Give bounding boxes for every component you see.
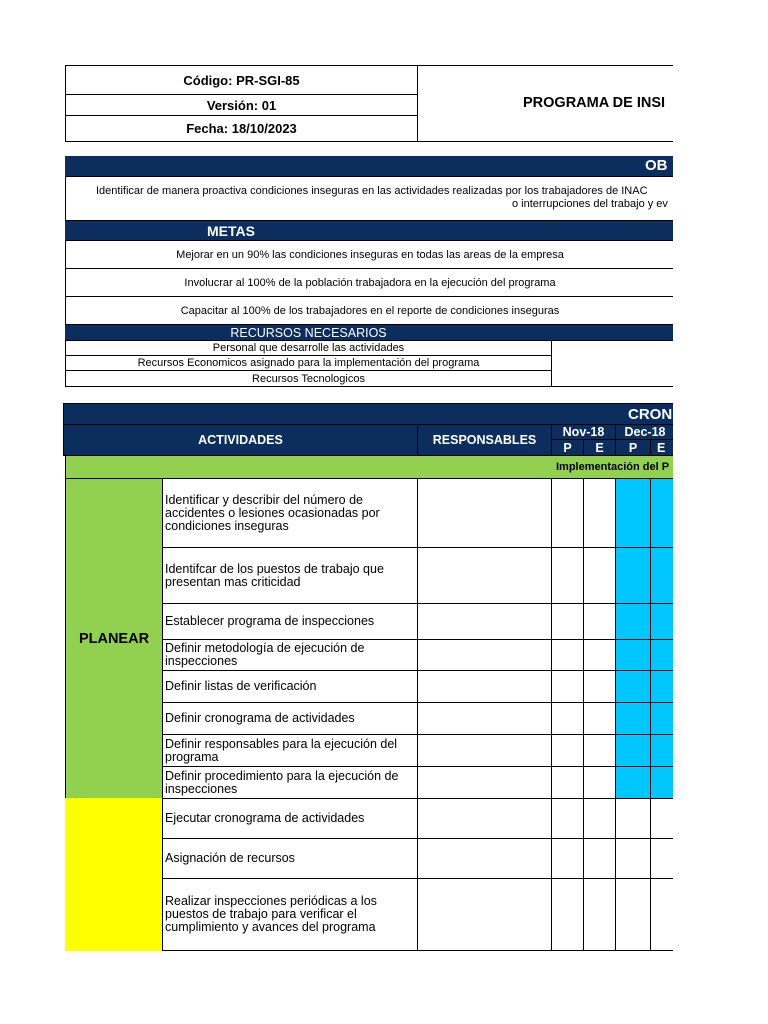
nov-p-cell[interactable]	[551, 702, 584, 735]
activity-text: Definir listas de verificación	[165, 679, 317, 693]
dec-e-cell[interactable]	[650, 603, 673, 640]
nov-e-label: E	[595, 440, 604, 455]
program-title-cell	[417, 65, 673, 142]
recursos-side-cell	[551, 340, 673, 387]
activity-text: Identifcar de los puestos de trabajo que presentan mas criticidad	[165, 561, 384, 589]
nov-e-cell[interactable]	[583, 603, 616, 640]
dec-p-cell[interactable]	[615, 734, 651, 767]
meta-row-3	[65, 296, 673, 325]
responsable-cell[interactable]	[417, 734, 552, 767]
activity-cell	[162, 603, 418, 640]
objetivo-line-1: Identificar de manera proactiva condiciones inseguras en las actividades realizadas por los trabajadores de INAC	[96, 185, 648, 197]
phase-planear-label: PLANEAR	[78, 630, 150, 647]
dec-e-cell[interactable]	[650, 734, 673, 767]
nov-e-cell[interactable]	[583, 766, 616, 799]
dec-e-cell[interactable]	[650, 838, 673, 879]
activity-cell	[162, 670, 418, 703]
dec-p-cell[interactable]	[615, 603, 651, 640]
nov-e-cell[interactable]	[583, 702, 616, 735]
nov-e-cell[interactable]	[583, 878, 616, 951]
nov-e-cell[interactable]	[583, 547, 616, 604]
nov-p-cell[interactable]	[551, 734, 584, 767]
activity-cell	[162, 702, 418, 735]
recurso-text-3: Recursos Tecnologicos	[252, 372, 365, 385]
nov-p-cell[interactable]	[551, 766, 584, 799]
nov-e-cell[interactable]	[583, 670, 616, 703]
col-responsables	[417, 424, 552, 456]
objetivo-line-2: o interrupciones del trabajo y ev	[512, 198, 668, 210]
objetivo-header	[65, 156, 673, 177]
meta-text-2: Involucrar al 100% de la población trabajadora en la ejecución del programa	[184, 277, 556, 289]
col-actividades-label: ACTIVIDADES	[198, 433, 283, 447]
activity-text: Ejecutar cronograma de actividades	[165, 811, 365, 825]
recursos-header-extension	[551, 325, 673, 341]
responsable-cell[interactable]	[417, 766, 552, 799]
metas-title: METAS	[207, 223, 255, 239]
dec-e-cell[interactable]	[650, 798, 673, 839]
dec-p-cell[interactable]	[615, 547, 651, 604]
version-text: Versión: 01	[206, 97, 277, 113]
nov-p-cell[interactable]	[551, 478, 584, 548]
activity-cell	[162, 838, 418, 879]
dec-e-cell[interactable]	[650, 670, 673, 703]
program-title: PROGRAMA DE INSI	[523, 95, 666, 111]
nov-p	[551, 439, 584, 456]
nov-p-cell[interactable]	[551, 878, 584, 951]
dec-p	[615, 439, 651, 456]
nov-p-cell[interactable]	[551, 547, 584, 604]
nov-e-cell[interactable]	[583, 639, 616, 671]
metas-header	[65, 221, 673, 241]
meta-text-3: Capacitar al 100% de los trabajadores en el reporte de condiciones inseguras	[180, 305, 560, 317]
dec-e-cell[interactable]	[650, 547, 673, 604]
nov-e	[583, 439, 616, 456]
month-dec-label: Dec-18	[624, 425, 666, 439]
version-cell	[65, 94, 418, 116]
meta-text-1: Mejorar en un 90% las condiciones inseguras en todas las areas de la empresa	[176, 249, 564, 261]
activity-text: Identificar y describir del número de accidentes o lesiones ocasionadas por condiciones inseguras	[165, 492, 380, 533]
dec-p-cell[interactable]	[615, 878, 651, 951]
activity-text: Establecer programa de inspecciones	[165, 614, 375, 628]
activity-text: Asignación de recursos	[165, 851, 295, 865]
activity-text: Definir metodología de ejecución de inspecciones	[165, 641, 365, 668]
dec-p-cell[interactable]	[615, 670, 651, 703]
dec-e-cell[interactable]	[650, 878, 673, 951]
phase-planear	[65, 478, 163, 799]
fecha-cell	[65, 115, 418, 142]
activity-cell	[162, 639, 418, 671]
activity-cell	[162, 766, 418, 799]
responsable-cell[interactable]	[417, 603, 552, 640]
recursos-header	[65, 325, 552, 341]
nov-p-cell[interactable]	[551, 603, 584, 640]
activity-cell	[162, 878, 418, 951]
activity-cell	[162, 478, 418, 548]
nov-e-cell[interactable]	[583, 838, 616, 879]
dec-p-cell[interactable]	[615, 798, 651, 839]
fecha-text: Fecha: 18/10/2023	[186, 121, 297, 136]
nov-p-label: P	[563, 440, 572, 455]
responsable-cell[interactable]	[417, 702, 552, 735]
month-nov-label: Nov-18	[562, 425, 605, 439]
cronograma-header	[63, 403, 673, 425]
recursos-title: RECURSOS NECESARIOS	[230, 326, 387, 340]
recurso-text-1: Personal que desarrolle las actividades	[212, 342, 405, 354]
codigo-text: Código: PR-SGI-85	[183, 72, 300, 88]
dec-p-cell[interactable]	[615, 478, 651, 548]
meta-row-2	[65, 268, 673, 297]
nov-p-cell[interactable]	[551, 670, 584, 703]
objetivo-title: OB	[645, 157, 668, 174]
month-nov	[551, 424, 616, 440]
activity-cell	[162, 734, 418, 767]
dec-p-cell[interactable]	[615, 766, 651, 799]
activity-cell	[162, 547, 418, 604]
phase-hacer	[65, 798, 163, 951]
activity-text: Definir responsables para la ejecución del programa	[165, 736, 398, 764]
month-dec	[615, 424, 673, 440]
dec-p-label: P	[628, 440, 638, 455]
responsable-cell[interactable]	[417, 547, 552, 604]
nov-p-cell[interactable]	[551, 838, 584, 879]
nov-e-cell[interactable]	[583, 798, 616, 839]
dec-e-label: E	[657, 441, 666, 455]
objetivo-body	[65, 176, 673, 221]
nov-e-cell[interactable]	[583, 478, 616, 548]
col-actividades	[63, 424, 418, 456]
cronograma-title: CRON	[628, 406, 673, 423]
dec-p-cell[interactable]	[615, 639, 651, 671]
meta-row-1	[65, 240, 673, 269]
dec-e-cell[interactable]	[650, 702, 673, 735]
activity-cell	[162, 798, 418, 839]
recurso-row-3	[65, 370, 552, 387]
dec-e	[650, 439, 673, 456]
responsable-cell[interactable]	[417, 878, 552, 951]
implementacion-row	[65, 455, 673, 479]
nov-e-cell[interactable]	[583, 734, 616, 767]
dec-p-cell[interactable]	[615, 702, 651, 735]
codigo-cell	[65, 65, 418, 95]
dec-e-cell[interactable]	[650, 478, 673, 548]
dec-p-cell[interactable]	[615, 838, 651, 879]
recurso-row-2	[65, 355, 552, 371]
dec-e-cell[interactable]	[650, 766, 673, 799]
nov-p-cell[interactable]	[551, 639, 584, 671]
nov-p-cell[interactable]	[551, 798, 584, 839]
responsable-cell[interactable]	[417, 639, 552, 671]
col-responsables-label: RESPONSABLES	[432, 433, 537, 447]
responsable-cell[interactable]	[417, 798, 552, 839]
implementacion-label: Implementación del P	[556, 461, 670, 473]
responsable-cell[interactable]	[417, 670, 552, 703]
dec-e-cell[interactable]	[650, 639, 673, 671]
responsable-cell[interactable]	[417, 478, 552, 548]
activity-text: Realizar inspecciones periódicas a los puestos de trabajo para verificar el cumplimiento y avances del programa	[165, 894, 377, 934]
recurso-text-2: Recursos Economicos asignado para la implementación del programa	[137, 357, 480, 369]
activity-text: Definir cronograma de actividades	[165, 711, 355, 725]
activity-text: Definir procedimiento para la ejecución de inspecciones	[165, 768, 399, 796]
recurso-row-1	[65, 340, 552, 356]
responsable-cell[interactable]	[417, 838, 552, 879]
